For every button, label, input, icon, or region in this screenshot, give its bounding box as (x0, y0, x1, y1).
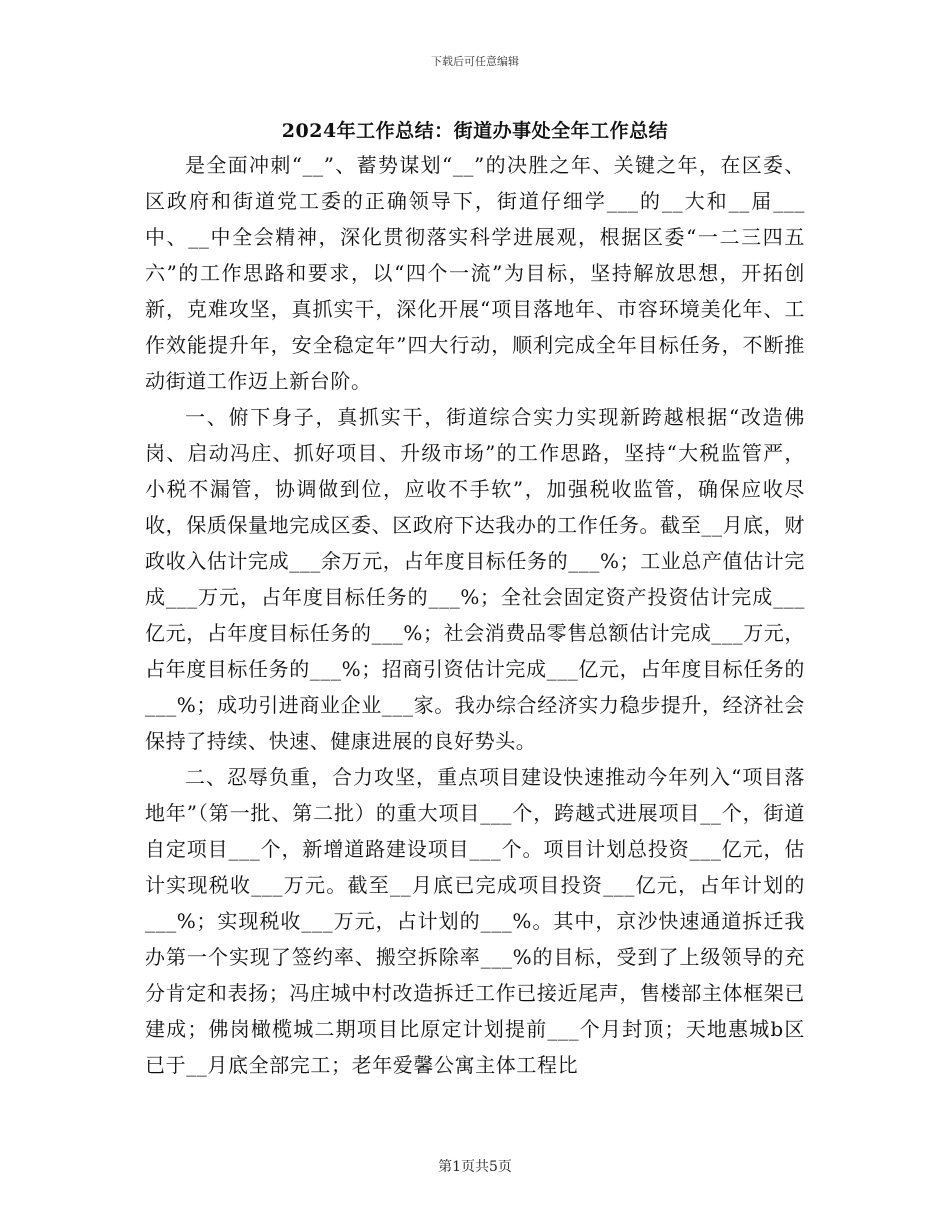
paragraph-section-2: 二、忍辱负重，合力攻坚，重点项目建设快速推动今年列入“项目落地年”（第一批、第二批）的重大项目___个，跨越式进展项目__个，街道自定项目___个，新增道路建设项目___个。项目计划总投资___亿元，估计实现税收___万元。截至__月底已完成项目投资___亿元，占年计划的___%；实现税收___万元，占计划的___%。其中，京沙快速通道拆迁我办第一个实现了签约率、搬空拆除率___%的目标，受到了上级领导的充分肯定和表扬；冯庄城中村改造拆迁工作已接近尾声，售楼部主体框架已建成；佛岗橄榄城二期项目比原定计划提前___个月封顶；天地惠城b区已于__月底全部完工；老年爱馨公寓主体工程比 (145, 765, 805, 1077)
header-note: 下载后可任意编辑 (431, 55, 519, 68)
document-body (145, 147, 805, 1083)
paragraph-section-1: 一、俯下身子，真抓实干，街道综合实力实现新跨越根据“改造佛岗、启动冯庄、抓好项目、升级市场”的工作思路，坚持“大税监管严，小税不漏管，协调做到位，应收不手软”，加强税收监管，确保应收尽收，保质保量地完成区委、区政府下达我办的工作任务。截至__月底，财政收入估计完成___余万元，占年度目标任务的___%；工业总产值估计完成___万元，占年度目标任务的___%；全社会固定资产投资估计完成___亿元，占年度目标任务的___%；社会消费品零售总额估计完成___万元，占年度目标任务的___%；招商引资估计完成___亿元，占年度目标任务的___%；成功引进商业企业___家。我办综合经济实力稳步提升，经济社会保持了持续、快速、健康进展的良好势头。 (145, 405, 806, 753)
document-title: 2024年工作总结：街道办事处全年工作总结 (281, 120, 669, 142)
paragraph-intro: 是全面冲刺“__”、蓄势谋划“__”的决胜之年、关键之年，在区委、区政府和街道党工委的正确领导下，街道仔细学___的__大和__届___中、__中全会精神，深化贯彻落实科学进展观，根据区委“一二三四五六”的工作思路和要求，以“四个一流”为目标，坚持解放思想，开拓创新，克难攻坚，真抓实干，深化开展“项目落地年、市容环境美化年、工作效能提升年，安全稳定年”四大行动，顺利完成全年目标任务，不断推动街道工作迈上新台阶。 (145, 153, 805, 393)
page-number: 第1页共5页 (438, 1159, 512, 1175)
